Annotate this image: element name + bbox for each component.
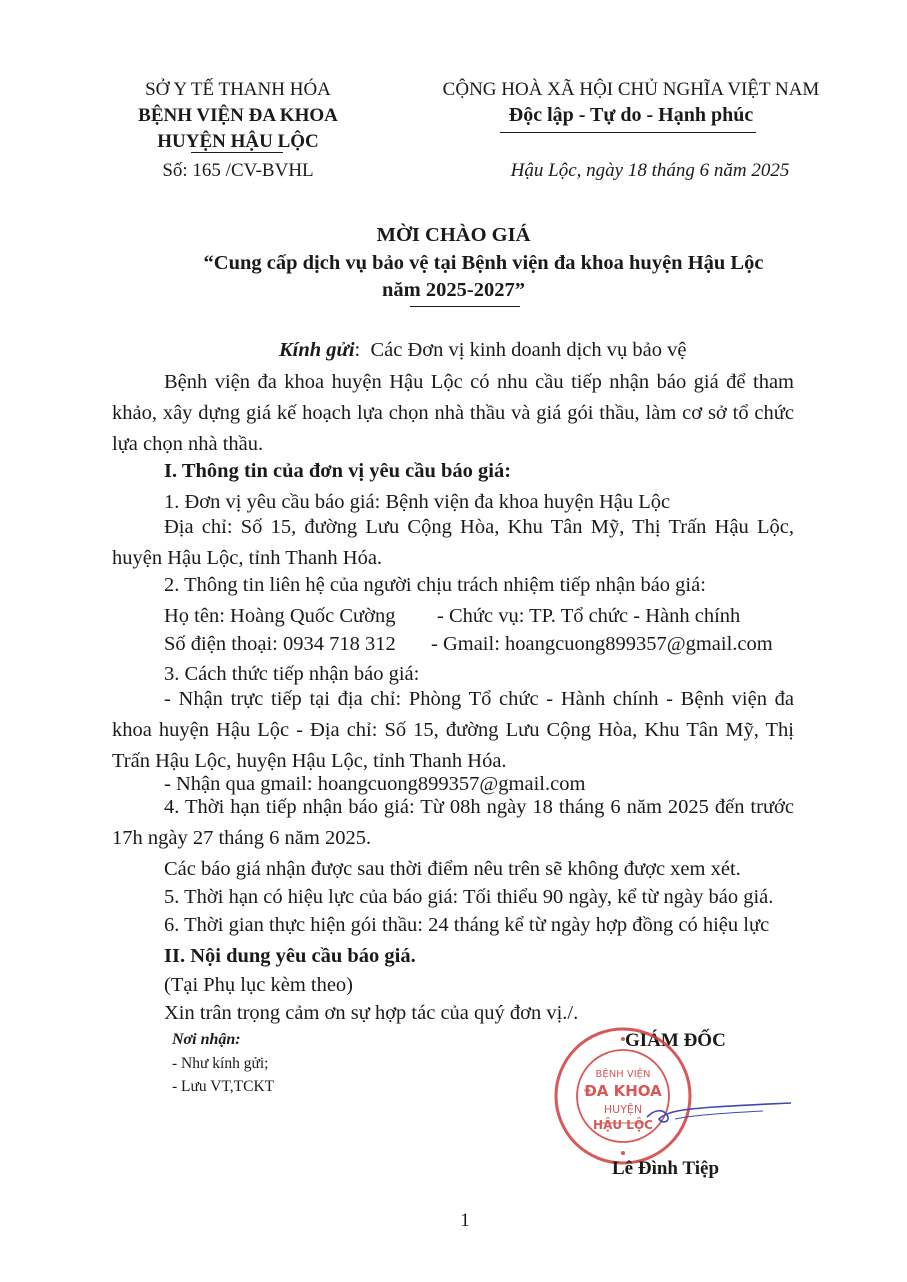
contact-email: - Gmail: hoangcuong899357@gmail.com <box>431 633 773 655</box>
signer-position: GIÁM ĐỐC <box>625 1030 726 1051</box>
handwritten-signature <box>645 1095 795 1135</box>
doc-subtitle-line2: năm 2025-2027” <box>382 279 525 301</box>
national-motto: Độc lập - Tự do - Hạnh phúc <box>508 104 754 126</box>
recipient-item: - Như kính gửi; <box>172 1055 269 1072</box>
intro-paragraph: Bệnh viện đa khoa huyện Hậu Lộc có nhu cầu tiếp nhận báo giá để tham khảo, xây dựng giá kế hoạch lựa chọn nhà thầu và giá gói thầu, làm cơ sở tổ chức lựa chọn nhà thầu. <box>112 371 794 455</box>
place-date: Hậu Lộc, ngày 18 tháng 6 năm 2025 <box>510 160 790 181</box>
contact-name: Họ tên: Hoàng Quốc Cường <box>164 605 396 627</box>
stamp-text: HẬU LỘC <box>593 1118 653 1132</box>
late-note: Các báo giá nhận được sau thời điểm nêu trên sẽ không được xem xét. <box>164 858 741 880</box>
page-number: 1 <box>460 1210 470 1231</box>
item-5: 5. Thời hạn có hiệu lực của báo giá: Tối thiểu 90 ngày, kể từ ngày báo giá. <box>164 886 774 908</box>
org-name-line2: HUYỆN HẬU LỘC <box>157 131 319 152</box>
recipients-label: Nơi nhận: <box>172 1031 241 1048</box>
org-name-line1: BỆNH VIỆN ĐA KHOA <box>138 105 338 126</box>
thanks-line: Xin trân trọng cảm ơn sự hợp tác của quý đơn vị./. <box>164 1002 579 1024</box>
salutation-recipient: Các Đơn vị kinh doanh dịch vụ bảo vệ <box>370 339 687 361</box>
item-4-paragraph: 4. Thời hạn tiếp nhận báo giá: Từ 08h ngày 18 tháng 6 năm 2025 đến trước 17h ngày 27 tháng 6 năm 2025. <box>112 796 794 849</box>
nation-title: CỘNG HOÀ XÃ HỘI CHỦ NGHĨA VIỆT NAM <box>442 79 820 100</box>
direct-delivery-paragraph: - Nhận trực tiếp tại địa chỉ: Phòng Tổ chức - Hành chính - Bệnh viện đa khoa huyện Hậu Lộc - Địa chỉ: Số 15, đường Lưu Cộng Hòa, Khu Tân Mỹ, Thị Trấn Hậu Lộc, huyện Hậu Lộc, tỉnh Thanh Hóa. <box>112 688 794 772</box>
doc-title: MỜI CHÀO GIÁ <box>376 224 531 246</box>
doc-subtitle-line1: “Cung cấp dịch vụ bảo vệ tại Bệnh viện đa khoa huyện Hậu Lộc <box>203 252 764 274</box>
contact-position: - Chức vụ: TP. Tổ chức - Hành chính <box>437 605 741 627</box>
section-1-title: I. Thông tin của đơn vị yêu cầu báo giá: <box>164 460 512 482</box>
item-3: 3. Cách thức tiếp nhận báo giá: <box>164 663 420 685</box>
address-paragraph: Địa chỉ: Số 15, đường Lưu Cộng Hòa, Khu Tân Mỹ, Thị Trấn Hậu Lộc, huyện Hậu Lộc, tỉnh Thanh Hóa. <box>112 516 794 569</box>
item-6: 6. Thời gian thực hiện gói thầu: 24 tháng kể từ ngày hợp đồng có hiệu lực <box>164 914 770 936</box>
stamp-text: HUYỆN <box>603 1103 643 1116</box>
item-2: 2. Thông tin liên hệ của người chịu trách nhiệm tiếp nhận báo giá: <box>164 574 706 596</box>
salutation-colon: : <box>354 339 361 361</box>
item-1: 1. Đơn vị yêu cầu báo giá: Bệnh viện đa khoa huyện Hậu Lộc <box>164 491 671 513</box>
salutation-label: Kính gửi <box>279 339 355 361</box>
recipient-item: - Lưu VT,TCKT <box>172 1078 275 1095</box>
stamp-text: ĐA KHOA <box>584 1082 662 1100</box>
section-2-title: II. Nội dung yêu cầu báo giá. <box>164 945 416 967</box>
salutation <box>279 339 686 362</box>
appendix-note: (Tại Phụ lục kèm theo) <box>164 974 354 996</box>
stamp-text: BỆNH VIỆN <box>595 1069 651 1080</box>
org-underline <box>191 152 283 153</box>
contact-phone: Số điện thoại: 0934 718 312 <box>164 633 396 655</box>
org-parent: SỞ Y TẾ THANH HÓA <box>145 79 331 100</box>
motto-underline <box>500 132 756 133</box>
title-underline <box>410 306 520 307</box>
doc-number: Số: 165 /CV-BVHL <box>162 160 314 181</box>
signer-name: Lê Đình Tiệp <box>612 1158 720 1179</box>
gmail-delivery: - Nhận qua gmail: hoangcuong899357@gmail.com <box>164 773 586 795</box>
